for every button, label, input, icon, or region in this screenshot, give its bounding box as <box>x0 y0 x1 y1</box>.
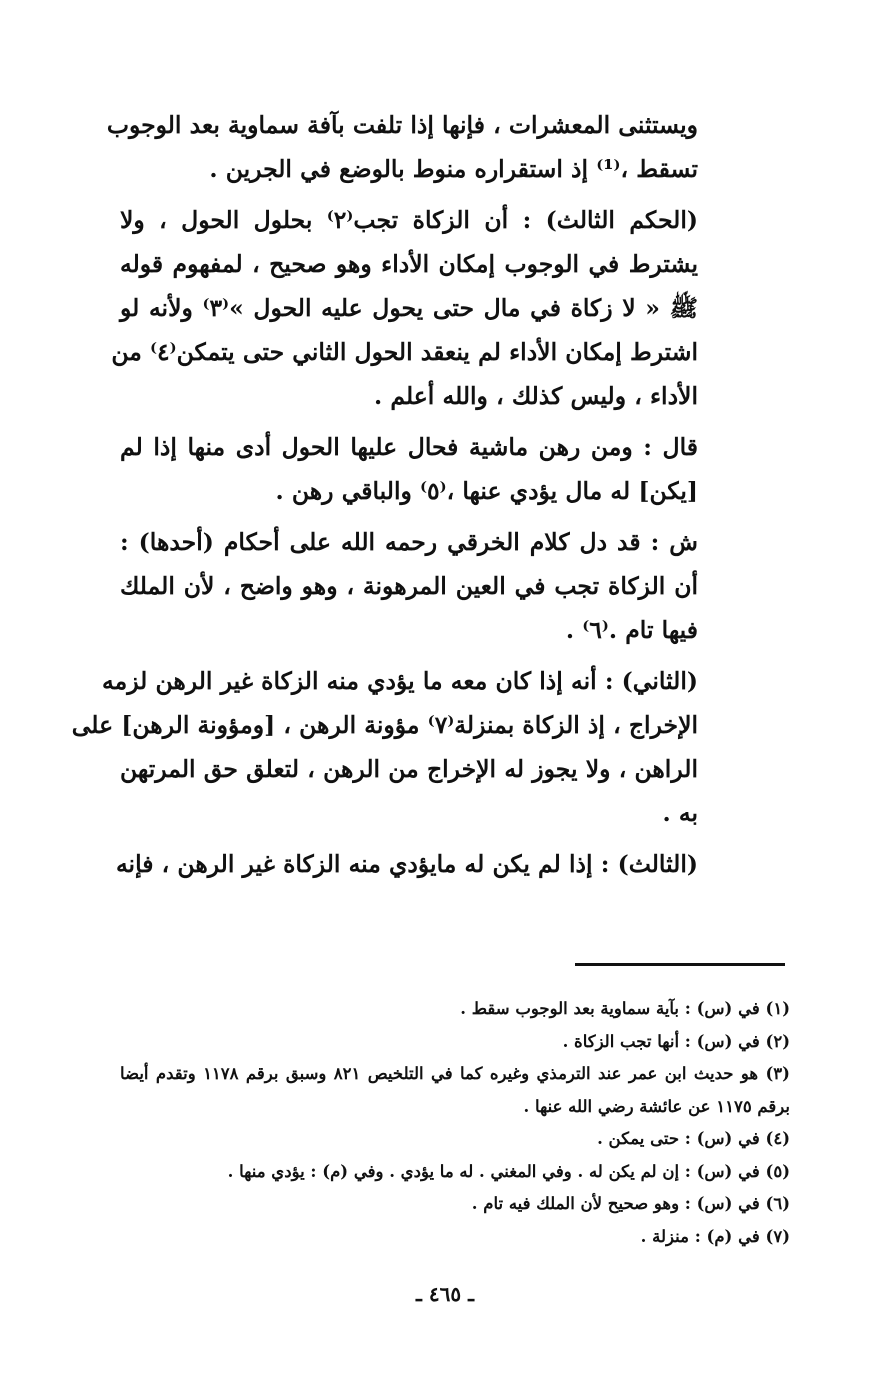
page-number: ـ ٤٦٥ ـ <box>416 1282 474 1306</box>
text-line: ش : قد دل كلام الخرقي رحمه الله على أحكام (أحدها) : <box>120 528 698 556</box>
text-line: الإخراج ، إذ الزكاة بمنزلة⁽٧⁾ مؤونة الرهن ، [ومؤونة الرهن] على <box>71 711 698 739</box>
text-line: أن الزكاة تجب في العين المرهونة ، وهو واضح ، لأن الملك <box>120 572 698 600</box>
footnote: (٦) في (س) : وهو صحيح لأن الملك فيه تام . <box>471 1194 790 1213</box>
text-line: يشترط في الوجوب إمكان الأداء وهو صحيح ، لمفهوم قوله <box>120 250 698 278</box>
text-line: ويستثنى المعشرات ، فإنها إذا تلفت بآفة سماوية بعد الوجوب <box>106 111 698 139</box>
text-line: تسقط ،⁽¹⁾ إذ استقراره منوط بالوضع في الجرين . <box>209 155 698 183</box>
text-line: (الثاني) : أنه إذا كان معه ما يؤدي منه الزكاة غير الرهن لزمه <box>102 667 698 695</box>
text-line: (الحكم الثالث) : أن الزكاة تجب⁽٢⁾ بحلول الحول ، ولا <box>120 206 698 234</box>
main-text <box>71 103 698 886</box>
text-line: اشترط إمكان الأداء لم ينعقد الحول الثاني حتى يتمكن⁽٤⁾ من <box>111 338 698 366</box>
footnotes <box>120 993 790 1253</box>
text-line: به . <box>662 799 698 827</box>
footnote: (٥) في (س) : إن لم يكن له . وفي المغني . له ما يؤدي . وفي (م) : يؤدي منها . <box>227 1161 790 1181</box>
text-line: الأداء ، وليس كذلك ، والله أعلم . <box>373 382 698 410</box>
footnote: (٧) في (م) : منزلة . <box>640 1226 790 1246</box>
footnote: برقم ١١٧٥ عن عائشة رضي الله عنها . <box>523 1096 790 1116</box>
footnote-separator <box>575 963 785 966</box>
text-line: (الثالث) : إذا لم يكن له مايؤدي منه الزكاة غير الرهن ، فإنه <box>115 850 698 878</box>
text-line: قال : ومن رهن ماشية فحال عليها الحول أدى منها إذا لم <box>120 433 698 461</box>
text-line: فيها تام .⁽٦⁾ . <box>565 616 698 644</box>
footnote: (٤) في (س) : حتى يمكن . <box>597 1129 790 1148</box>
footnote: (٢) في (س) : أنها تجب الزكاة . <box>562 1031 790 1051</box>
footnote: (١) في (س) : بآية سماوية بعد الوجوب سقط . <box>460 999 790 1018</box>
footnote: (٣) هو حديث ابن عمر عند الترمذي وغيره كما في التلخيص ٨٢١ وسبق برقم ١١٧٨ وتقدم أيضا <box>120 1064 790 1083</box>
text-line: ﷺ « لا زكاة في مال حتى يحول عليه الحول »⁽٣⁾ ولأنه لو <box>120 294 698 322</box>
text-line: [يكن] له مال يؤدي عنها ،⁽٥⁾ والباقي رهن . <box>275 477 698 505</box>
text-line: الراهن ، ولا يجوز له الإخراج من الرهن ، لتعلق حق المرتهن <box>120 755 698 783</box>
